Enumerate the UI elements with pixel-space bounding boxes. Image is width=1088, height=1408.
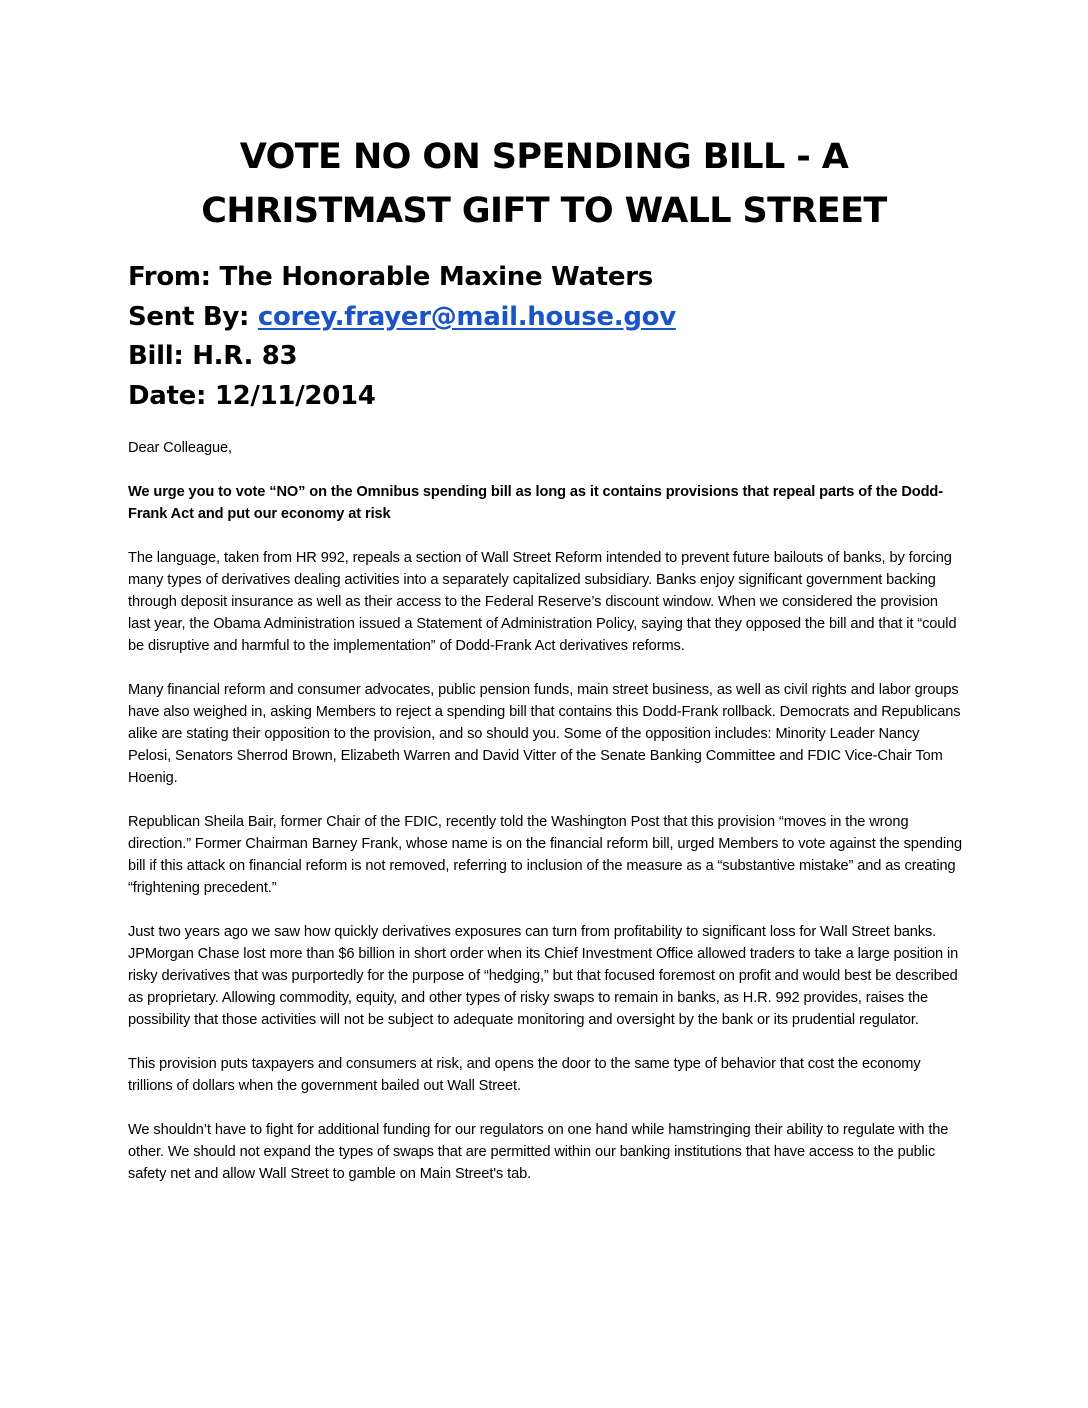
body-paragraph: We shouldn’t have to fight for additional funding for our regulators on one hand while hamstringing their ability to regulate with the other. We should not expand the types of swaps that are permitted within our banking institutions that have access to the public safety net and allow Wall Street to gamble on Main Street's tab. (128, 1122, 949, 1182)
bill-line (128, 337, 968, 377)
letter-body (128, 437, 964, 1207)
body-paragraph: Many financial reform and consumer advocates, public pension funds, main street business, as well as civil rights and labor groups have also weighed in, asking Members to reject a spending bill that contains this Dodd-Frank rollback. Democrats and Republicans alike are stating their opposition to the provision, and so should you. Some of the opposition includes: Minority Leader Nancy Pelosi, Senators Sherrod Brown, Elizabeth Warren and David Vitter of the Senate Banking Committee and FDIC Vice-Chair Tom Hoenig. (128, 682, 961, 786)
bill-label: Bill: (128, 341, 193, 371)
bill-value: H.R. 83 (192, 341, 298, 371)
from-line (128, 258, 968, 298)
lead-statement: We urge you to vote “NO” on the Omnibus spending bill as long as it contains provisions that repeal parts of the Dodd-Frank Act and put our economy at risk (128, 484, 943, 522)
from-label: From: (128, 262, 220, 292)
date-label: Date: (128, 380, 215, 411)
salutation: Dear Colleague, (128, 440, 232, 456)
body-paragraph: The language, taken from HR 992, repeals a section of Wall Street Reform intended to prevent future bailouts of banks, by forcing many types of derivatives dealing activities into a separately capitalized subsidiary. Banks enjoy significant government backing through deposit insurance as well as their access to the Federal Reserve’s discount window. When we considered the provision last year, the Obama Administration issued a Statement of Administration Policy, saying that they opposed the bill and that it “could be disruptive and harmful to the implementation” of Dodd-Frank Act derivatives reforms. (128, 550, 957, 654)
date-value: 12/11/2014 (214, 380, 376, 411)
body-paragraph: This provision puts taxpayers and consumers at risk, and opens the door to the same type of behavior that cost the economy trillions of dollars when the government bailed out Wall Street. (128, 1056, 921, 1094)
sent-by-line (128, 298, 968, 338)
from-value: The Honorable Maxine Waters (219, 262, 653, 292)
document-title: VOTE NO ON SPENDING BILL - A CHRISTMAST GIFT TO WALL STREET (201, 137, 887, 231)
date-line (128, 377, 968, 417)
body-paragraph: Just two years ago we saw how quickly derivatives exposures can turn from profitability to significant loss for Wall Street banks. JPMorgan Chase lost more than $6 billion in short order when its Chief Investment Office allowed traders to take a large position in risky derivatives that was purportedly for the purpose of “hedging,” but that focused foremost on profit and would best be described as proprietary. Allowing commodity, equity, and other types of risky swaps to remain in banks, as H.R. 992 provides, raises the possibility that those activities will not be subject to adequate monitoring and oversight by the bank or its prudential regulator. (128, 924, 959, 1028)
body-paragraph: Republican Sheila Bair, former Chair of the FDIC, recently told the Washington Post that this provision “moves in the wrong direction.” Former Chairman Barney Frank, whose name is on the financial reform bill, urged Members to vote against the spending bill if this attack on financial reform is not removed, referring to inclusion of the measure as a “substantive mistake” and as creating “frightening precedent.” (128, 814, 963, 896)
sent-by-label: Sent By: (128, 301, 258, 332)
memo-header (128, 258, 968, 416)
sender-email-link[interactable]: corey.frayer@mail.house.gov (257, 301, 676, 332)
